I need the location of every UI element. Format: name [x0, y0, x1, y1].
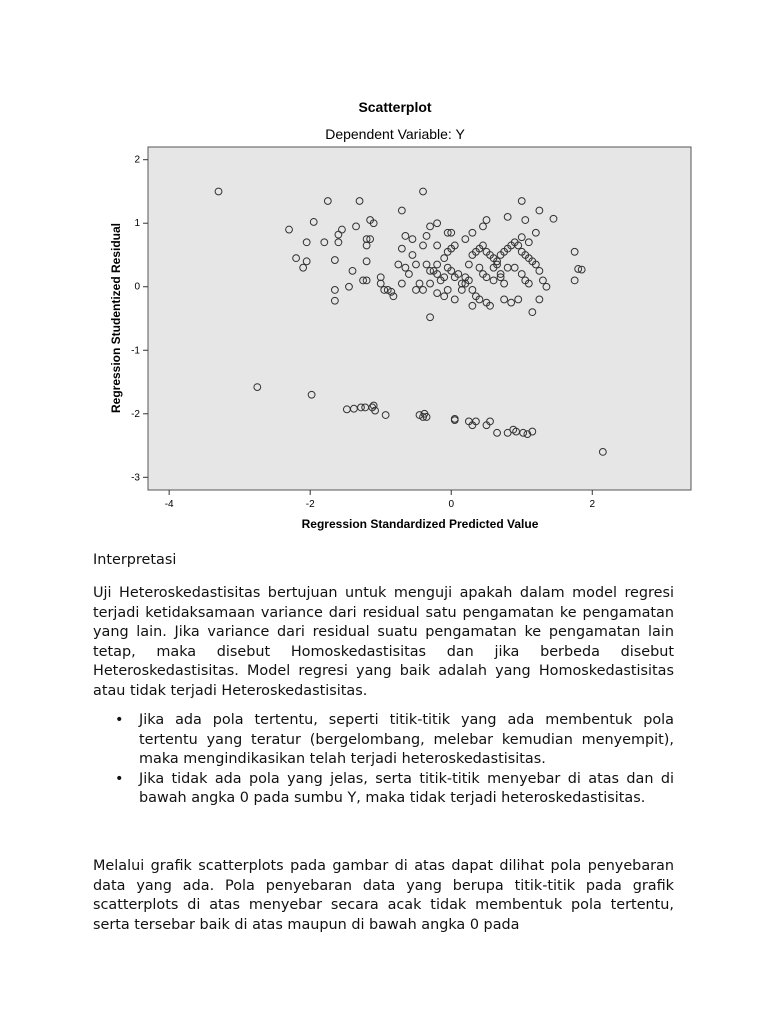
x-tick-label: 2 [589, 499, 596, 510]
x-tick-label: -4 [164, 499, 174, 510]
bullet-text: Jika tidak ada pola yang jelas, serta titik-titik menyebar di atas dan di bawah angka 0 pada sumbu Y, maka tidak terjadi heteroskedastisitas. [139, 770, 674, 807]
y-tick-label: 2 [134, 154, 140, 166]
y-tick-label: 0 [134, 281, 140, 293]
y-tick-label: -2 [131, 408, 140, 420]
bullet-item [93, 711, 674, 770]
y-tick-label: -3 [131, 472, 140, 484]
bullet-item [93, 770, 674, 809]
y-tick-label: 1 [134, 218, 140, 230]
bullet-symbol: • [115, 712, 124, 728]
y-axis-label: Regression Studentized Residual [109, 222, 123, 414]
paragraph-conclusion: Melalui grafik scatterplots pada gambar di atas dapat dilihat pola penyebaran data yang ada. Pola penyebaran data yang berupa titik-titik pada grafik scatterplots di atas menyebar secara acak tidak membentuk pola tertentu, serta tersebar baik di atas maupun di bawah angka 0 pada [93, 858, 674, 933]
bullet-list [93, 711, 674, 809]
plot-area [148, 147, 691, 490]
x-axis-label: Regression Standardized Predicted Value [301, 517, 539, 531]
chart-title: Scatterplot [358, 99, 432, 115]
chart-subtitle: Dependent Variable: Y [325, 126, 465, 142]
section-heading: Interpretasi [93, 552, 177, 568]
y-tick-label: -1 [131, 345, 140, 357]
paragraph-intro: Uji Heteroskedastisitas bertujuan untuk menguji apakah dalam model regresi terjadi ketidaksamaan variance dari residual satu pengamatan ke pengamatan yang lain. Jika variance dari residual suatu pengamatan ke pengamatan lain tetap, maka disebut Homoskedastisitas dan jika berbeda disebut Heteroskedastisitas. Model regresi yang baik adalah yang Homoskedastisitas atau tidak terjadi Heteroskedastisitas. [93, 585, 674, 699]
bullet-symbol: • [115, 770, 124, 787]
x-tick-label: 0 [448, 499, 455, 510]
bullet-text: Jika ada pola tertentu, seperti titik-titik yang ada membentuk pola tertentu yang teratur (bergelombang, melebar kemudian menyempit), maka mengindikasikan telah terjadi heteroskedastisitas. [139, 712, 674, 768]
x-tick-label: -2 [305, 499, 315, 510]
